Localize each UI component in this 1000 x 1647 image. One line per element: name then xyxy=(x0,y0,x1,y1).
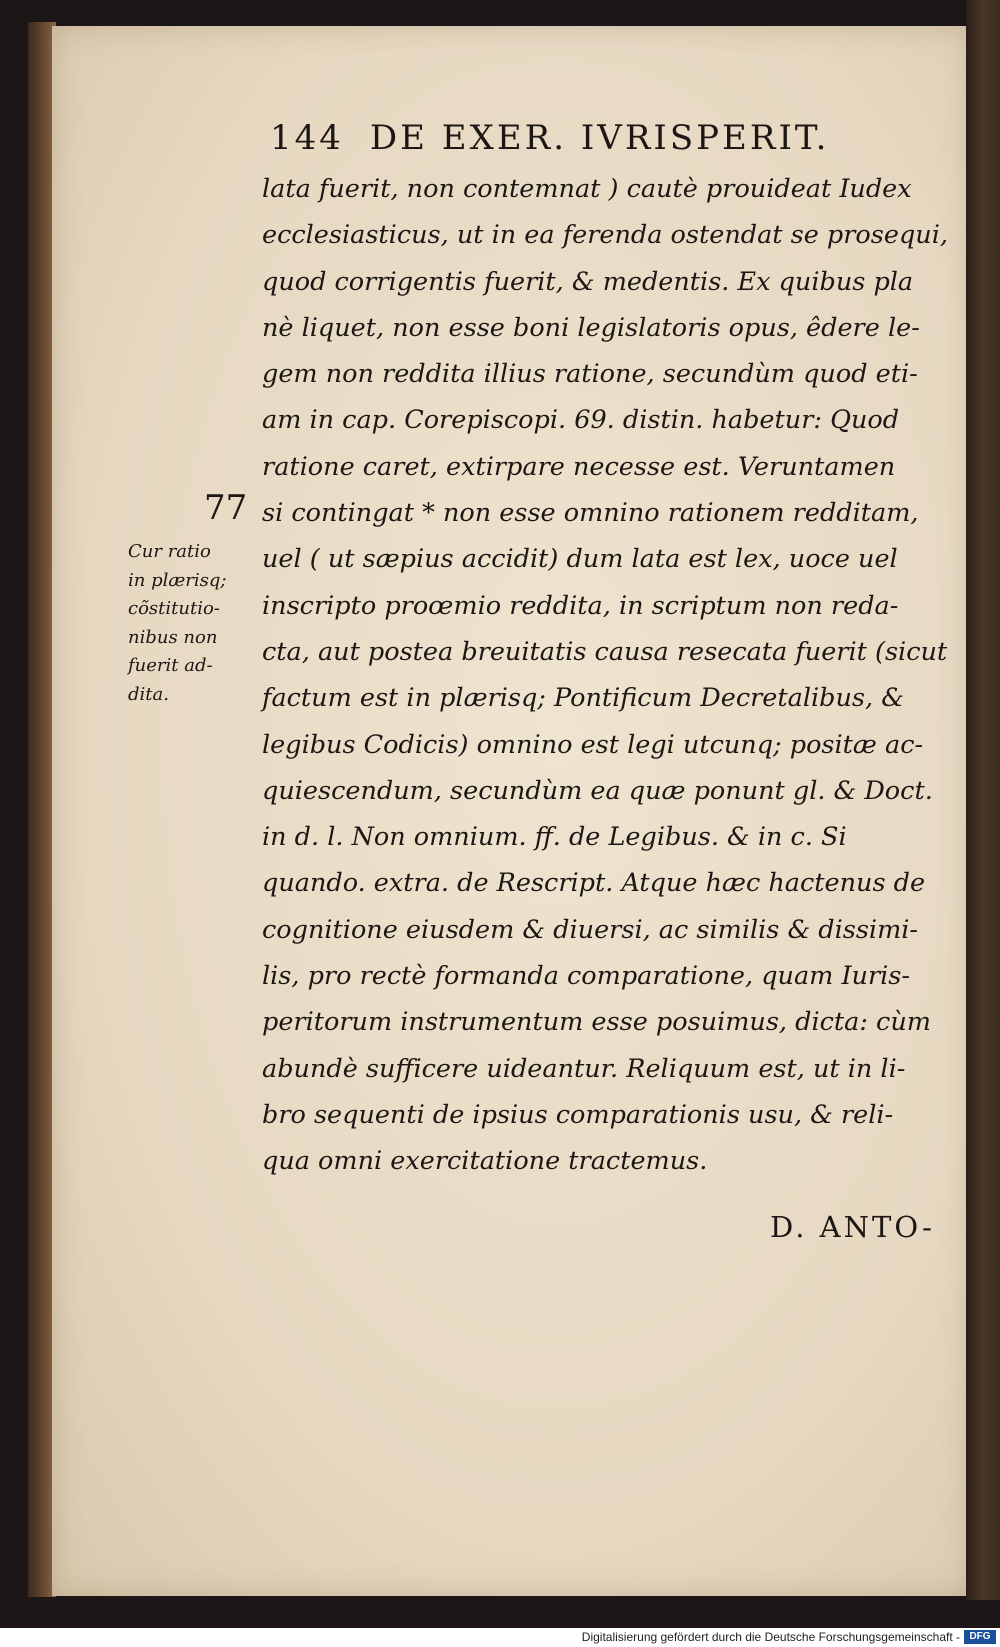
running-header xyxy=(270,118,910,158)
page-number: 144 xyxy=(270,118,344,158)
text-line: lis, pro rectè formanda comparatione, quam Iuris- xyxy=(262,961,910,992)
marginal-note-line: fuerit ad- xyxy=(128,655,213,676)
marginal-note-line: Cur ratio xyxy=(128,541,211,562)
marginal-note-line: dita. xyxy=(128,683,169,705)
text-line: uel ( ut sæpius accidit) dum lata est lex, uoce uel xyxy=(262,544,898,575)
book-right-edge xyxy=(966,0,1000,1600)
text-line: in d. l. Non omnium. ff. de Legibus. & in c. Si xyxy=(262,822,847,853)
text-line: lata fuerit, non contemnat ) cautè prouideat Iudex xyxy=(262,174,912,204)
marginal-note-line: in plærisq; xyxy=(128,569,227,591)
text-line: qua omni exercitatione tractemus. xyxy=(262,1146,708,1177)
dfg-logo: DFG xyxy=(964,1630,996,1644)
marginal-note-line: nibus non xyxy=(128,626,218,648)
catchword: D. ANTO- xyxy=(770,1210,935,1244)
text-line: legibus Codicis) omnino est legi utcunq; positæ ac- xyxy=(262,729,924,760)
text-line: abundè sufficere uideantur. Reliquum est, ut in li- xyxy=(262,1053,906,1084)
footer-credit-text: Digitalisierung gefördert durch die Deutsche Forschungsgemeinschaft - xyxy=(581,1630,960,1644)
text-line: quando. extra. de Rescript. Atque hæc hactenus de xyxy=(262,868,926,899)
text-line: nè liquet, non esse boni legislatoris opus, êdere le- xyxy=(262,312,920,343)
text-line: cta, aut postea breuitatis causa resecata fuerit (sicut xyxy=(262,636,948,667)
digitization-footer xyxy=(0,1628,1000,1647)
marginal-note xyxy=(128,538,258,709)
text-line: ecclesiasticus, ut in ea ferenda ostendat se prosequi, xyxy=(262,220,948,251)
text-line: factum est in plærisq; Pontificum Decretalibus, & xyxy=(262,683,904,714)
text-line: quiescendum, secundùm ea quæ ponunt gl. & Doct. xyxy=(262,775,933,806)
marginal-note-line: cõstitutio- xyxy=(128,598,220,619)
text-line: si contingat * non esse omnino rationem redditam, xyxy=(262,498,919,529)
running-title: DE EXER. IVRISPERIT. xyxy=(369,118,830,158)
section-number: 77 xyxy=(204,488,248,528)
text-line: cognitione eiusdem & diuersi, ac similis & dissimi- xyxy=(262,914,919,945)
text-line: ratione caret, extirpare necesse est. Veruntamen xyxy=(262,451,896,482)
text-line: am in cap. Corepiscopi. 69. distin. habetur: Quod xyxy=(262,405,900,436)
text-line: inscripto proœmio reddita, in scriptum non reda- xyxy=(262,590,899,621)
text-line: bro sequenti de ipsius comparationis usu, & reli- xyxy=(262,1099,894,1130)
text-line: quod corrigentis fuerit, & medentis. Ex quibus pla xyxy=(262,266,914,297)
text-line: gem non reddita illius ratione, secundùm quod eti- xyxy=(262,359,918,390)
text-line: peritorum instrumentum esse posuimus, dicta: cùm xyxy=(262,1007,931,1038)
body-text xyxy=(262,166,962,1185)
